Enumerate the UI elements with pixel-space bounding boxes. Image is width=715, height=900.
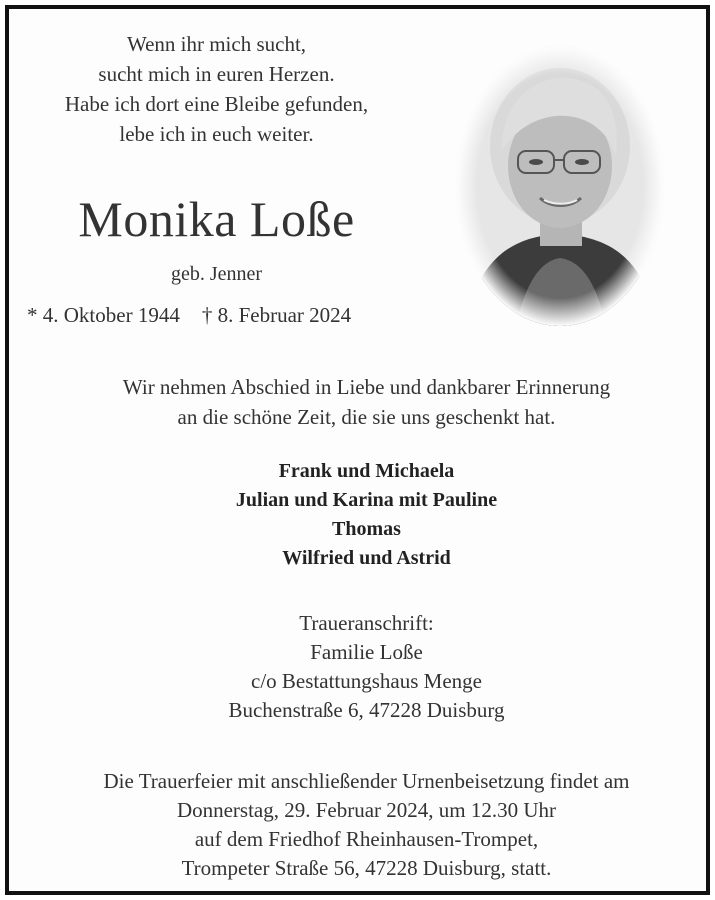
portrait-photo [456,46,664,326]
funeral-service-info [9,767,715,883]
birth-name: geb. Jenner [170,263,263,285]
mourner-entry: Julian und Karina mit Pauline [235,489,498,511]
farewell-line: an die schöne Zeit, die sie uns geschenkt hat. [177,405,556,429]
deceased-name: Monika Loße [78,191,355,247]
birth-date: * 4. Oktober 1944 [27,303,180,327]
farewell-line: Wir nehmen Abschied in Liebe und dankbarer Erinnerung [122,375,611,399]
mourning-address [9,609,715,725]
mourner-entry: Thomas [332,518,401,540]
mourner-entry: Frank und Michaela [278,460,455,482]
address-line: c/o Bestattungshaus Menge [251,669,482,693]
mourners-list [9,457,715,573]
death-date: † 8. Februar 2024 [201,303,352,327]
poem-line: Habe ich dort eine Bleibe gefunden, [64,92,369,116]
life-dates [27,301,427,329]
service-line: Die Trauerfeier mit anschließender Urnenbeisetzung findet am [103,769,630,793]
address-line: Traueranschrift: [299,611,434,635]
poem-line: sucht mich in euren Herzen. [98,62,335,86]
poem-line: Wenn ihr mich sucht, [126,32,307,56]
mourner-entry: Wilfried und Astrid [282,547,451,569]
poem [19,29,414,149]
farewell-text [9,372,715,432]
address-line: Buchenstraße 6, 47228 Duisburg [228,698,505,722]
service-line: Trompeter Straße 56, 47228 Duisburg, statt. [181,856,552,880]
obituary-frame [5,5,710,895]
address-line: Familie Loße [310,640,423,664]
poem-line: lebe ich in euch weiter. [119,122,314,146]
service-line: auf dem Friedhof Rheinhausen-Trompet, [194,827,539,851]
service-line: Donnerstag, 29. Februar 2024, um 12.30 Uhr [176,798,557,822]
